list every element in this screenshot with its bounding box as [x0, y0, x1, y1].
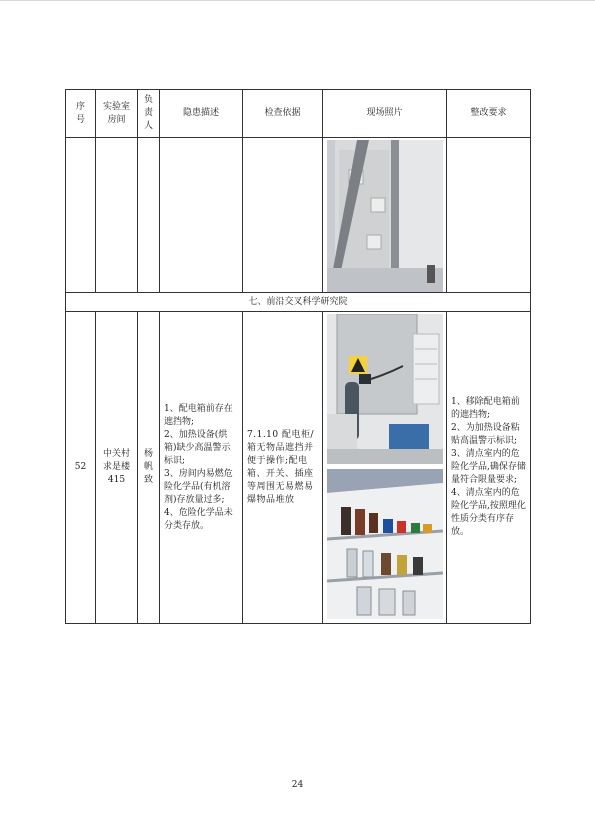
header-room-line: 房间 — [107, 114, 126, 125]
header-owner-line: 负 — [143, 95, 153, 105]
hazard-item: 1、配电箱前存在遮挡物; — [164, 403, 233, 427]
header-fix: 整改要求 — [447, 90, 531, 138]
page-number: 24 — [291, 780, 304, 790]
section-title: 七、前沿交叉科学研究院 — [66, 293, 531, 312]
header-room — [96, 90, 138, 138]
fix-item: 4、清点室内的危险化学品,按照理化性质分类有序存放。 — [451, 488, 526, 537]
hazard-item: 2、加热设备(烘箱)缺少高温警示标识; — [164, 429, 231, 466]
hazard-item: 3、房间内易燃危险化学品(有机溶剂)存放量过多; — [164, 468, 233, 505]
header-owner-line: 责 — [143, 108, 153, 118]
header-hazard: 隐患描述 — [160, 90, 243, 138]
fix-item: 2、为加热设备粘贴高温警示标识; — [451, 423, 520, 446]
room-line: 415 — [107, 475, 126, 485]
cell-empty — [66, 138, 96, 293]
row-hazard — [160, 312, 243, 624]
row-index: 52 — [66, 312, 96, 624]
row-fix — [447, 312, 531, 624]
header-index — [66, 90, 96, 138]
table-row — [66, 312, 531, 624]
cell-empty — [447, 138, 531, 293]
fix-item: 1、移除配电箱前的遮挡物; — [451, 397, 520, 420]
row-owner — [138, 312, 160, 624]
hazard-item: 4、危险化学品未分类存放。 — [164, 507, 233, 531]
header-index-line: 序 — [75, 101, 85, 112]
cell-empty — [243, 138, 323, 293]
hazard-table — [65, 89, 531, 624]
page-top-rule — [0, 0, 595, 1]
header-index-line: 号 — [75, 114, 85, 125]
row-basis: 7.1.10 配电柜/箱无物品遮挡并便于操作;配电箱、开关、插座等周围无易燃易爆物品堆放 — [243, 312, 323, 624]
header-basis: 检查依据 — [243, 90, 323, 138]
header-owner — [138, 90, 160, 138]
fix-item: 3、清点室内的危险化学品,确保存储量符合限量要求; — [451, 449, 526, 485]
site-photo-outlet-panel — [327, 140, 443, 292]
photo-cell — [323, 312, 447, 624]
table-row-continued — [66, 138, 531, 293]
cell-empty — [138, 138, 160, 293]
room-line: 求是楼 — [102, 462, 130, 472]
row-room — [96, 312, 138, 624]
photo-cell — [323, 138, 447, 293]
section-row — [66, 293, 531, 312]
table-header-row — [66, 90, 531, 138]
cell-empty — [96, 138, 138, 293]
cell-empty — [160, 138, 243, 293]
owner-line: 杨 — [143, 449, 153, 459]
owner-line: 帆 — [143, 462, 153, 472]
header-room-line: 实验室 — [102, 101, 130, 112]
header-owner-line: 人 — [143, 121, 153, 131]
header-photo: 现场照片 — [323, 90, 447, 138]
owner-line: 致 — [143, 475, 153, 485]
site-photo-distribution-box — [327, 314, 443, 464]
site-photo-chemical-cabinet — [327, 469, 443, 619]
room-line: 中关村 — [102, 449, 130, 459]
